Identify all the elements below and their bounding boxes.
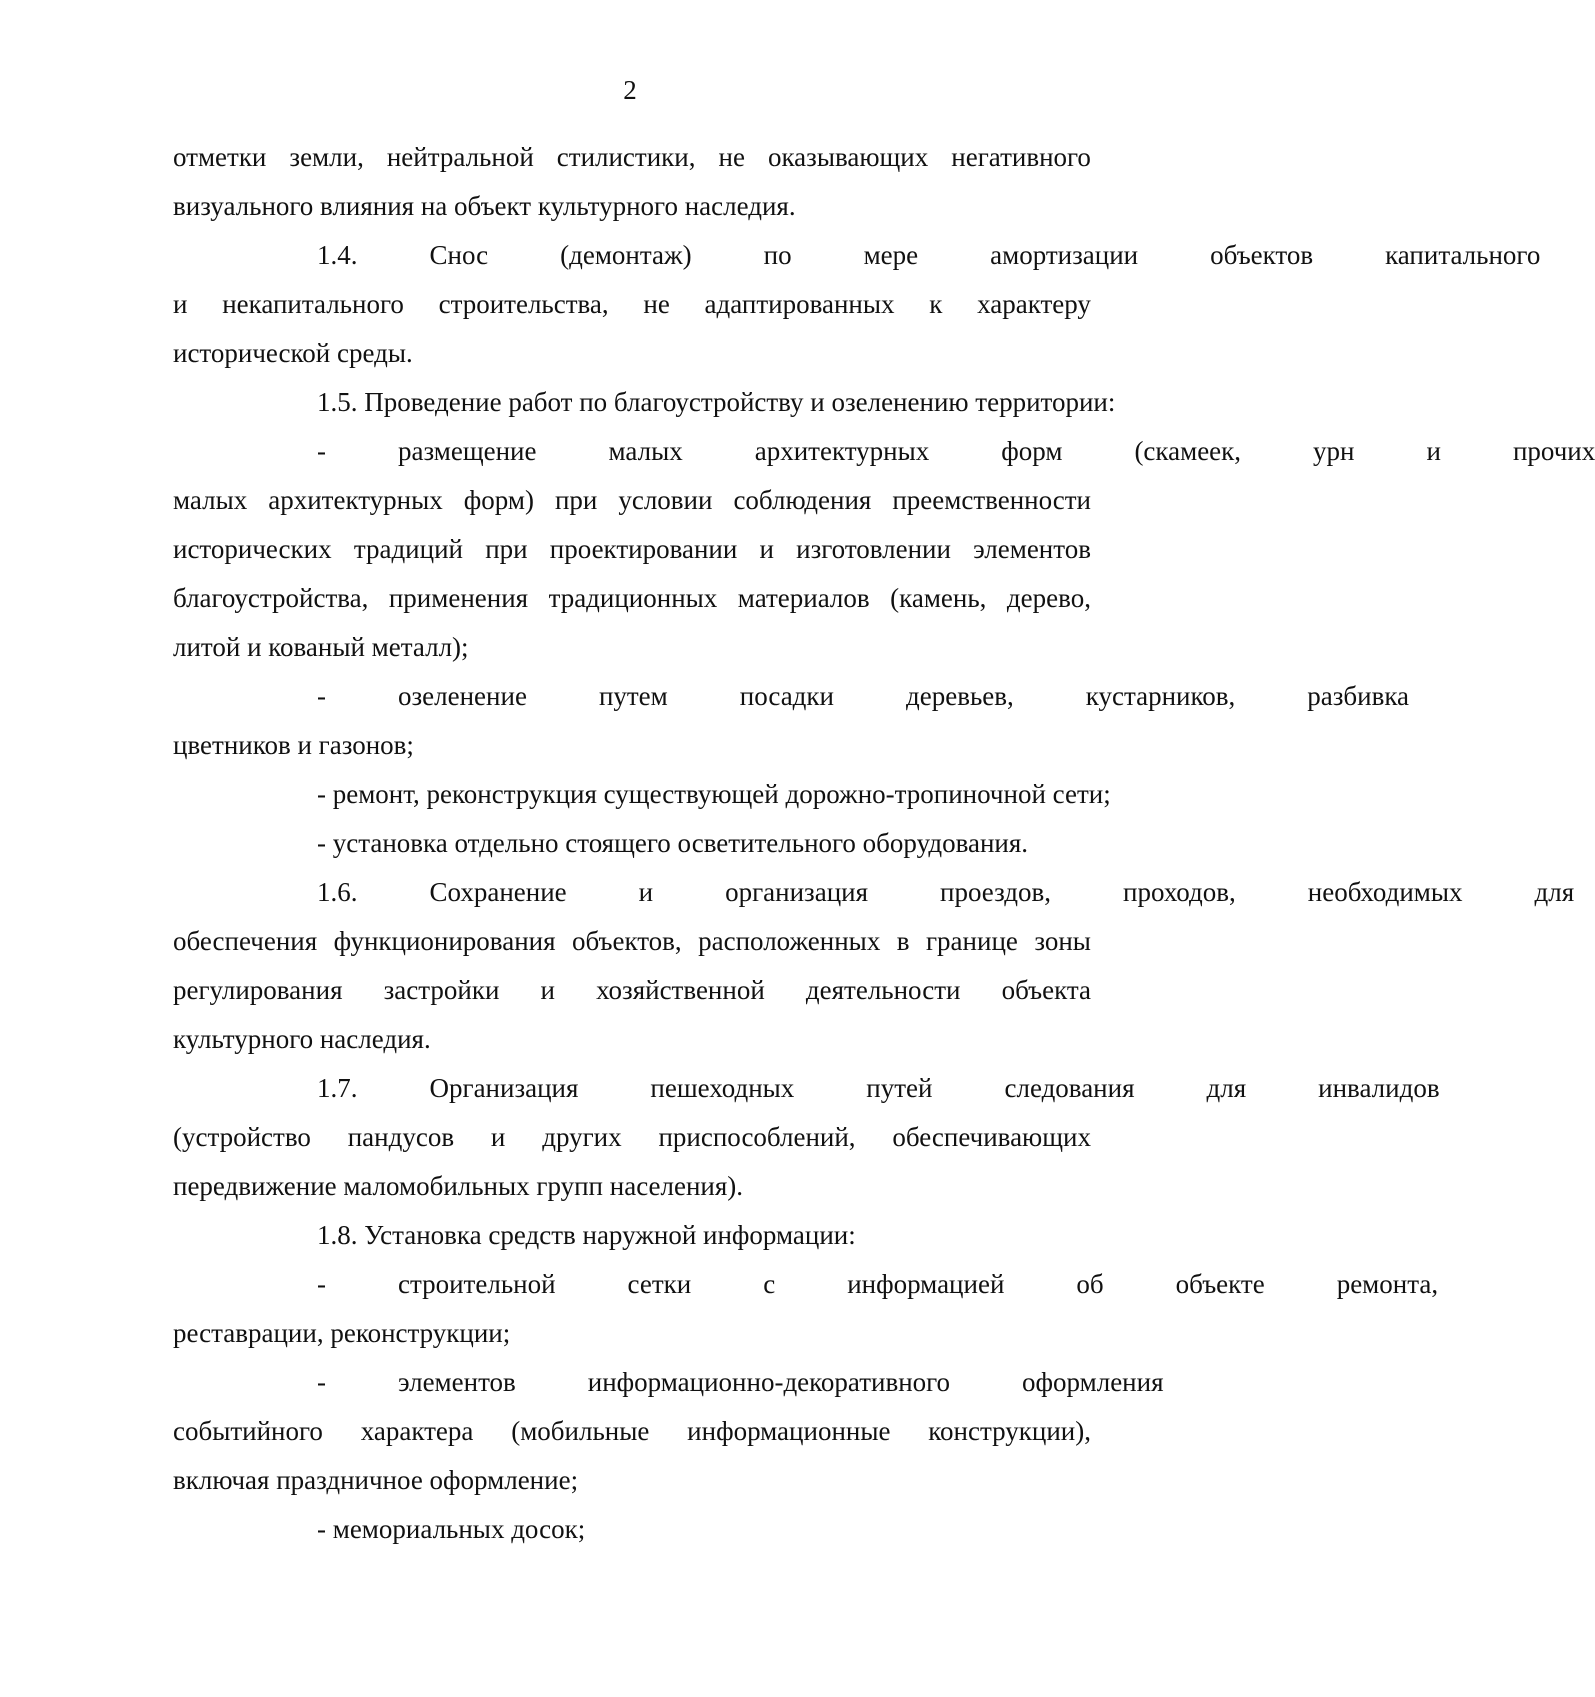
word: Организация <box>429 1073 579 1103</box>
word: адаптированных <box>704 289 895 319</box>
word: отметки <box>173 142 267 172</box>
word: обеспечивающих <box>892 1122 1091 1152</box>
word: капитального <box>1385 240 1541 270</box>
text-line <box>173 672 1410 721</box>
word: событийного <box>173 1416 323 1446</box>
word: объектов, <box>571 926 682 956</box>
text-line <box>173 1113 1091 1162</box>
word: для <box>1206 1073 1247 1103</box>
word: преемственности <box>892 485 1091 515</box>
word: урн <box>1313 436 1355 466</box>
word: - <box>317 1367 326 1397</box>
word: границе <box>925 926 1018 956</box>
word: информацией <box>847 1269 1005 1299</box>
text-line <box>173 476 1091 525</box>
word: объекта <box>1001 975 1091 1005</box>
list-item-construction-mesh <box>173 1260 1439 1358</box>
text-line: - мемориальных досок; <box>317 1514 586 1544</box>
text-line <box>173 868 1575 917</box>
word: при <box>554 485 598 515</box>
word: исторических <box>173 534 332 564</box>
word: к <box>929 289 943 319</box>
word: прочих <box>1512 436 1595 466</box>
word: не <box>718 142 745 172</box>
word: озеленение <box>398 681 527 711</box>
word: и <box>638 877 654 907</box>
word: путей <box>866 1073 933 1103</box>
text-line <box>173 231 1541 280</box>
page-number: 2 <box>623 75 637 105</box>
word: Сохранение <box>429 877 567 907</box>
word: необходимых <box>1307 877 1463 907</box>
word: (камень, <box>890 583 987 613</box>
word: застройки <box>383 975 500 1005</box>
word: и <box>490 1122 506 1152</box>
paragraph-1-6 <box>173 868 1575 1064</box>
word: условии <box>618 485 713 515</box>
word: (устройство <box>173 1122 311 1152</box>
word: кустарников, <box>1085 681 1236 711</box>
word: объекте <box>1175 1269 1265 1299</box>
text-line <box>173 917 1091 966</box>
text-line: культурного наследия. <box>173 1024 431 1054</box>
word: расположенных <box>698 926 881 956</box>
paragraph-1-5 <box>173 378 1116 427</box>
text-line: исторической среды. <box>173 338 413 368</box>
word: некапитального <box>222 289 404 319</box>
word: информационно-декоративного <box>587 1367 951 1397</box>
word: характера <box>360 1416 474 1446</box>
word: хозяйственной <box>596 975 765 1005</box>
word: и <box>173 289 188 319</box>
word: форм <box>1001 436 1063 466</box>
text-line: передвижение маломобильных групп населения). <box>173 1171 744 1201</box>
word: - <box>317 1269 326 1299</box>
text-line <box>173 966 1091 1015</box>
word: соблюдения <box>733 485 872 515</box>
word: приспособлений, <box>658 1122 856 1152</box>
word: 1.7. <box>317 1073 358 1103</box>
paragraph-continuation <box>173 133 1091 231</box>
text-line <box>173 1260 1439 1309</box>
list-item-decor-elements <box>173 1358 1164 1505</box>
text-line: - установка отдельно стоящего осветительного оборудования. <box>317 828 1029 858</box>
text-line: реставрации, реконструкции; <box>173 1318 511 1348</box>
word: дерево, <box>1006 583 1091 613</box>
word: малых <box>173 485 248 515</box>
text-line: включая праздничное оформление; <box>173 1465 579 1495</box>
word: Снос <box>429 240 489 270</box>
word: с <box>763 1269 776 1299</box>
word: малых <box>608 436 683 466</box>
text-line <box>173 1064 1440 1113</box>
list-item-small-forms <box>173 427 1595 672</box>
word: сетки <box>627 1269 692 1299</box>
word: (скамеек, <box>1134 436 1242 466</box>
word: функционирования <box>333 926 556 956</box>
word: (демонтаж) <box>560 240 692 270</box>
word: негативного <box>951 142 1091 172</box>
list-item-memorial-plaques <box>173 1505 1091 1554</box>
word: благоустройства, <box>173 583 369 613</box>
word: регулирования <box>173 975 343 1005</box>
text-line <box>173 427 1595 476</box>
word: обеспечения <box>173 926 318 956</box>
word: разбивка <box>1307 681 1410 711</box>
text-line: 1.5. Проведение работ по благоустройству и озеленению территории: <box>317 387 1116 417</box>
word: изготовлении <box>796 534 951 564</box>
word: конструкции), <box>928 1416 1091 1446</box>
word: характеру <box>977 289 1091 319</box>
word: земли, <box>289 142 364 172</box>
word: элементов <box>398 1367 516 1397</box>
word: традиционных <box>548 583 718 613</box>
word: нейтральной <box>386 142 534 172</box>
word: по <box>763 240 792 270</box>
text-line: цветников и газонов; <box>173 730 414 760</box>
paragraph-1-7 <box>173 1064 1440 1211</box>
paragraph-1-4 <box>173 231 1541 378</box>
word: инвалидов <box>1318 1073 1440 1103</box>
word: посадки <box>739 681 834 711</box>
word: пешеходных <box>650 1073 795 1103</box>
word: проектировании <box>549 534 738 564</box>
word: оформления <box>1022 1367 1164 1397</box>
word: оказывающих <box>767 142 929 172</box>
word: мере <box>863 240 919 270</box>
word: для <box>1534 877 1575 907</box>
word: 1.6. <box>317 877 358 907</box>
word: об <box>1076 1269 1104 1299</box>
word: и <box>1426 436 1441 466</box>
word: организация <box>725 877 869 907</box>
word: 1.4. <box>317 240 358 270</box>
word: не <box>643 289 670 319</box>
text-line: литой и кованый металл); <box>173 632 469 662</box>
text-line <box>173 280 1091 329</box>
word: следования <box>1004 1073 1135 1103</box>
word: элементов <box>973 534 1091 564</box>
text-line <box>173 133 1091 182</box>
text-line: визуального влияния на объект культурного наследия. <box>173 191 796 221</box>
word: пандусов <box>347 1122 455 1152</box>
list-item-lighting <box>173 819 1091 868</box>
list-item-greening <box>173 672 1410 770</box>
word: размещение <box>398 436 537 466</box>
word: форм) <box>463 485 534 515</box>
word: архитектурных <box>268 485 443 515</box>
word: объектов <box>1210 240 1314 270</box>
word: зоны <box>1034 926 1091 956</box>
word: амортизации <box>990 240 1139 270</box>
word: стилистики, <box>556 142 696 172</box>
word: архитектурных <box>754 436 930 466</box>
word: проходов, <box>1123 877 1236 907</box>
word: - <box>317 681 326 711</box>
word: и <box>540 975 555 1005</box>
word: строительной <box>398 1269 556 1299</box>
word: (мобильные <box>511 1416 650 1446</box>
word: в <box>896 926 910 956</box>
list-item-paths <box>173 770 1111 819</box>
word: - <box>317 436 326 466</box>
document-body <box>173 133 1595 1554</box>
text-line: 1.8. Установка средств наружной информации: <box>317 1220 856 1250</box>
word: других <box>542 1122 622 1152</box>
word: проездов, <box>940 877 1052 907</box>
word: информационные <box>687 1416 891 1446</box>
word: ремонта, <box>1336 1269 1439 1299</box>
word: деятельности <box>805 975 961 1005</box>
paragraph-1-8 <box>173 1211 1091 1260</box>
word: путем <box>598 681 668 711</box>
word: применения <box>388 583 529 613</box>
word: при <box>485 534 528 564</box>
word: и <box>759 534 774 564</box>
text-line <box>173 1407 1091 1456</box>
text-line <box>173 1358 1164 1407</box>
word: деревьев, <box>906 681 1014 711</box>
word: традиций <box>353 534 463 564</box>
text-line: - ремонт, реконструкция существующей дорожно-тропиночной сети; <box>317 779 1111 809</box>
word: материалов <box>737 583 870 613</box>
word: строительства, <box>438 289 609 319</box>
text-line <box>173 574 1091 623</box>
text-line <box>173 525 1091 574</box>
